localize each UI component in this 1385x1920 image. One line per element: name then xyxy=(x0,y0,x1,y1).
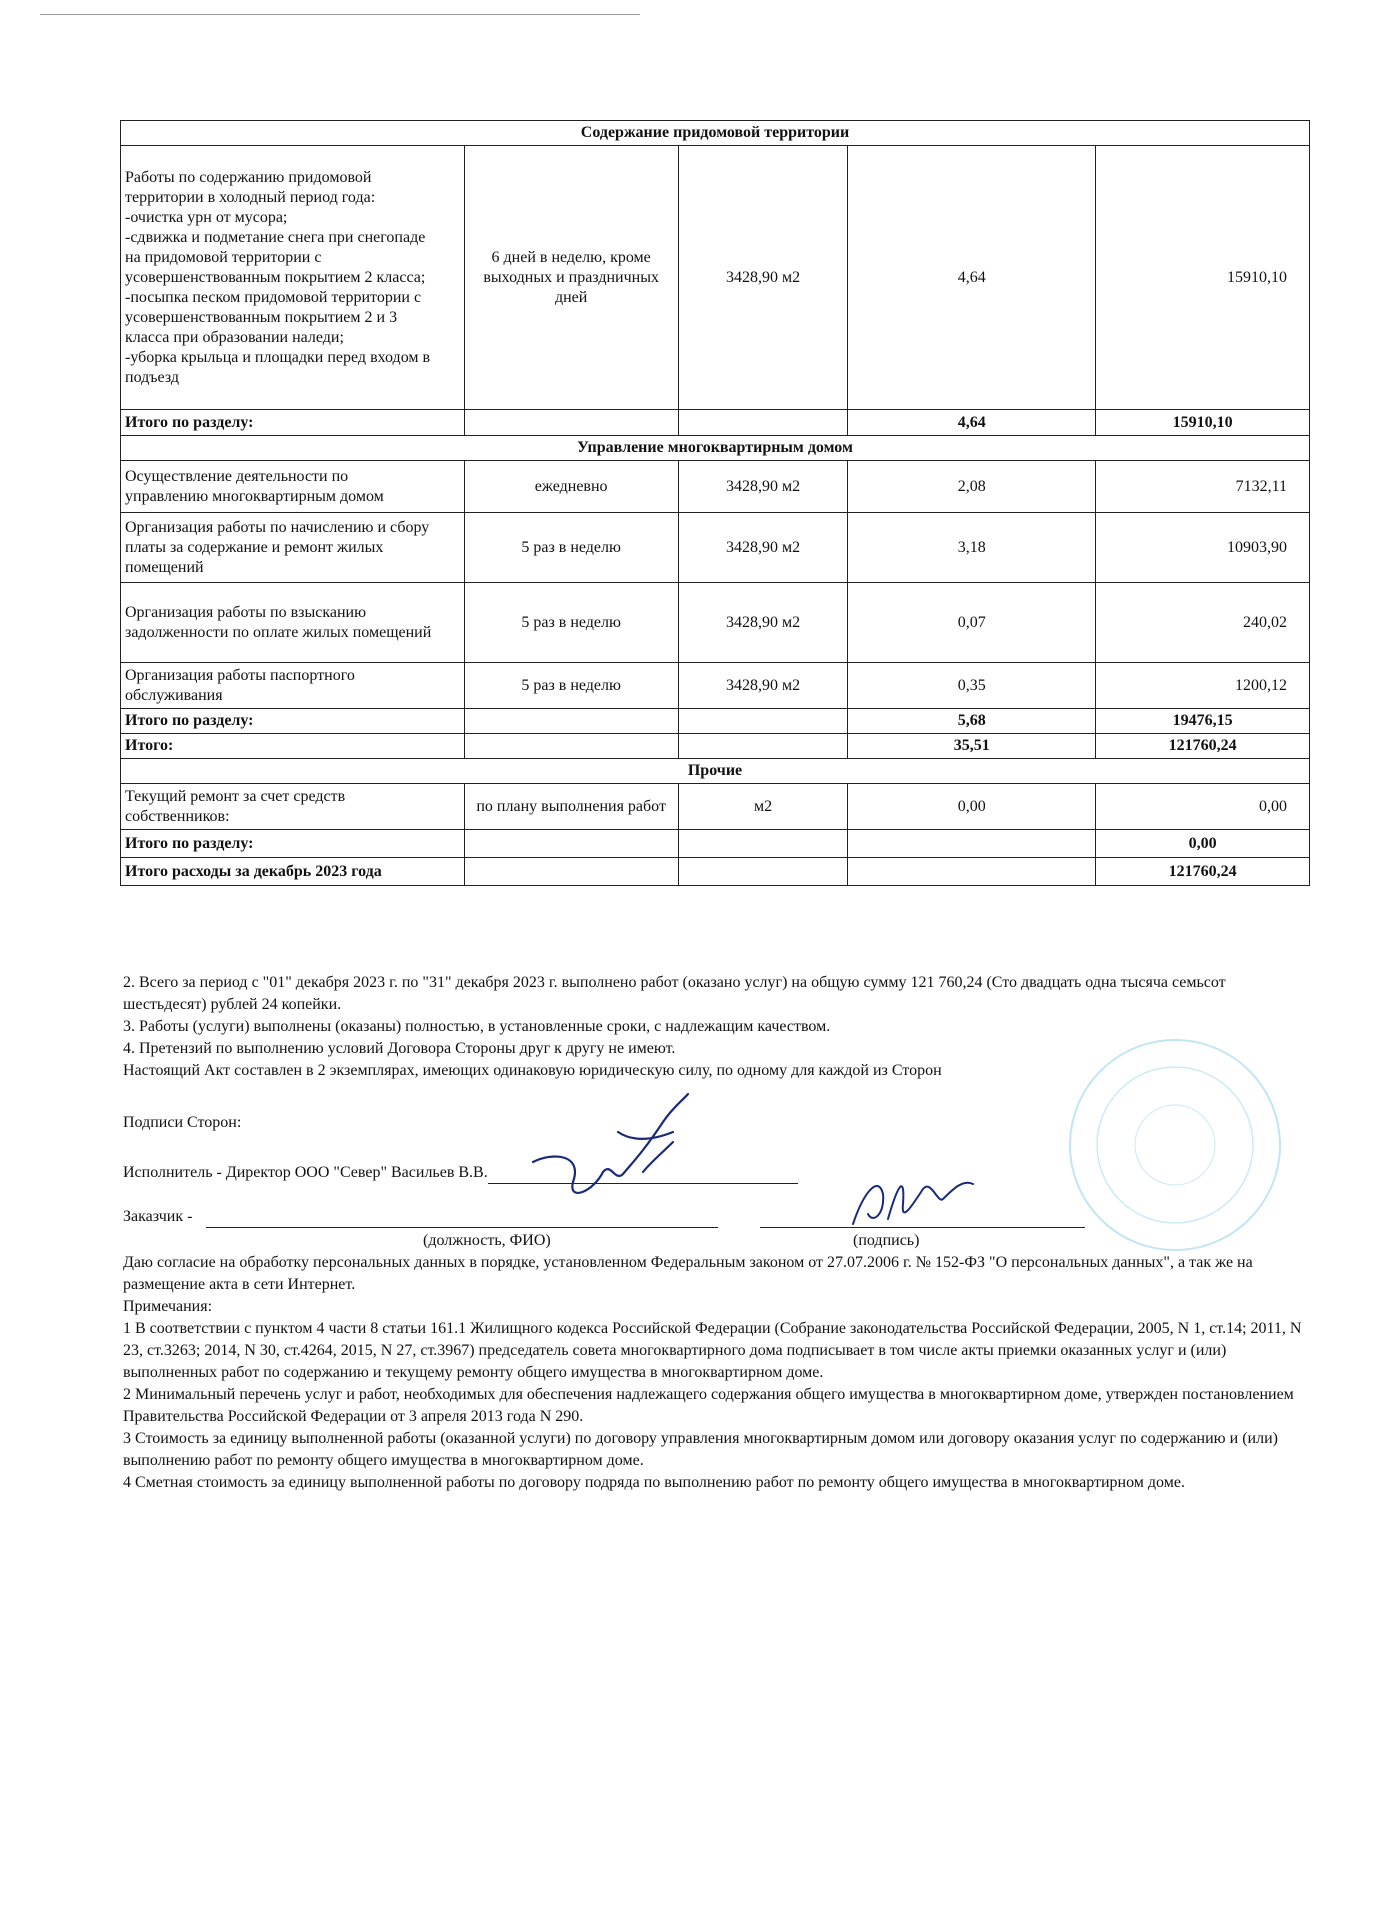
section-header-row xyxy=(121,759,1310,784)
empty-cell xyxy=(464,734,678,759)
paragraph-claims: 4. Претензий по выполнению условий Договора Стороны друг к другу не имеют. xyxy=(123,1040,676,1057)
consent-text: Даю согласие на обработку персональных данных в порядке, установленном Федеральным законом от 27.07.2006 г. № 152-ФЗ "О персональных данных", а так же на размещение акта в сети Интернет. xyxy=(123,1254,1253,1293)
total-sum: 19476,15 xyxy=(1096,709,1310,734)
caption-signature: (подпись) xyxy=(853,1232,920,1249)
section-header-row xyxy=(121,436,1310,461)
note-item: 1 В соответствии с пунктом 4 части 8 статьи 161.1 Жилищного кодекса Российской Федерации (Собрание законодательства Российской Федерации, 2005, N 1, ст.14; 2011, N 23, ст.3263; 2014, N 30, ст.4264, 2015, N 27, ст.3967) председатель совета многоквартирного дома подписывает в том числе акты приемки оказанных услуг и (или) выполненных работ по содержанию и текущему ремонту общего имущества в многоквартирном доме. xyxy=(123,1320,1302,1381)
section-header-row xyxy=(121,121,1310,146)
area: м2 xyxy=(678,784,848,830)
table-row xyxy=(121,513,1310,583)
customer-text: Заказчик - xyxy=(123,1208,193,1225)
work-description: Текущий ремонт за счет средств собственников: xyxy=(121,784,465,830)
note-item: 2 Минимальный перечень услуг и работ, необходимых для обеспечения надлежащего содержания общего имущества в многоквартирном доме, утвержден постановлением Правительства Российской Федерации от 3 апреля 2013 года N 290. xyxy=(123,1386,1294,1425)
paragraph-quality: 3. Работы (услуги) выполнены (оказаны) полностью, в установленные сроки, с надлежащим качеством. xyxy=(123,1018,831,1035)
sum: 240,02 xyxy=(1096,583,1310,663)
empty-cell xyxy=(678,830,848,858)
rate: 0,35 xyxy=(848,663,1096,709)
sum: 10903,90 xyxy=(1096,513,1310,583)
executor-handwritten-signature xyxy=(523,1092,703,1232)
area: 3428,90 м2 xyxy=(678,583,848,663)
month-total-label: Итого расходы за декабрь 2023 года xyxy=(121,858,465,886)
empty-cell xyxy=(678,709,848,734)
paragraph-total: 2. Всего за период с "01" декабря 2023 г. по "31" декабря 2023 г. выполнено работ (оказано услуг) на общую сумму 121 760,24 (Сто двадцать одна тысяча семьсот шестьдесят) рублей 24 копейки. xyxy=(123,974,1226,1013)
grand-total-rate: 35,51 xyxy=(848,734,1096,759)
work-description: Организация работы паспортного обслуживания xyxy=(121,663,465,709)
empty-cell xyxy=(464,410,678,436)
empty-cell xyxy=(848,830,1096,858)
periodicity: по плану выполнения работ xyxy=(464,784,678,830)
table-row xyxy=(121,461,1310,513)
rate: 3,18 xyxy=(848,513,1096,583)
scan-edge-line xyxy=(40,14,640,15)
periodicity: 5 раз в неделю xyxy=(464,663,678,709)
empty-cell xyxy=(464,858,678,886)
table-row xyxy=(121,663,1310,709)
sum: 0,00 xyxy=(1096,784,1310,830)
periodicity: 5 раз в неделю xyxy=(464,513,678,583)
signatures-label: Подписи Сторон: xyxy=(123,1114,242,1131)
month-total-row xyxy=(121,858,1310,886)
work-description: Организация работы по взысканию задолженности по оплате жилых помещений xyxy=(121,583,465,663)
area: 3428,90 м2 xyxy=(678,146,848,410)
total-label: Итого по разделу: xyxy=(121,830,465,858)
rate: 4,64 xyxy=(848,146,1096,410)
empty-cell xyxy=(678,410,848,436)
caption-position: (должность, ФИО) xyxy=(423,1232,551,1249)
area: 3428,90 м2 xyxy=(678,663,848,709)
signatures-block xyxy=(123,1102,1303,1252)
periodicity: ежедневно xyxy=(464,461,678,513)
rate: 0,07 xyxy=(848,583,1096,663)
periodicity: 5 раз в неделю xyxy=(464,583,678,663)
section-title: Управление многоквартирным домом xyxy=(121,436,1310,461)
total-rate: 4,64 xyxy=(848,410,1096,436)
empty-cell xyxy=(848,858,1096,886)
rate: 0,00 xyxy=(848,784,1096,830)
total-label: Итого по разделу: xyxy=(121,410,465,436)
act-footer xyxy=(123,972,1303,1494)
total-label: Итого по разделу: xyxy=(121,709,465,734)
sum: 1200,12 xyxy=(1096,663,1310,709)
grand-total-sum: 121760,24 xyxy=(1096,734,1310,759)
area: 3428,90 м2 xyxy=(678,461,848,513)
month-total-sum: 121760,24 xyxy=(1096,858,1310,886)
rate: 2,08 xyxy=(848,461,1096,513)
sum: 15910,10 xyxy=(1096,146,1310,410)
total-sum: 15910,10 xyxy=(1096,410,1310,436)
work-description: Осуществление деятельности по управлению многоквартирным домом xyxy=(121,461,465,513)
total-sum: 0,00 xyxy=(1096,830,1310,858)
section-title: Содержание придомовой территории xyxy=(121,121,1310,146)
notes-label: Примечания: xyxy=(123,1298,213,1315)
work-description: Организация работы по начислению и сбору платы за содержание и ремонт жилых помещений xyxy=(121,513,465,583)
sum: 7132,11 xyxy=(1096,461,1310,513)
section-total-row xyxy=(121,410,1310,436)
total-rate: 5,68 xyxy=(848,709,1096,734)
section-total-row xyxy=(121,830,1310,858)
table-row xyxy=(121,784,1310,830)
executor-text: Исполнитель - Директор ООО "Север" Васильев В.В. xyxy=(123,1164,488,1181)
grand-total-row xyxy=(121,734,1310,759)
section-title: Прочие xyxy=(121,759,1310,784)
empty-cell xyxy=(678,858,848,886)
table-row xyxy=(121,146,1310,410)
empty-cell xyxy=(464,709,678,734)
work-description: Работы по содержанию придомовой территории в холодный период года: -очистка урн от мусора; -сдвижка и подметание снега при снегопаде на придомовой территории с усовершенствованным покрытием 2 класса; -посыпка песком придомовой территории с усовершенствованным покрытием 2 и 3 класса при образовании наледи; -уборка крыльца и площадки перед входом в подъезд xyxy=(121,146,465,410)
empty-cell xyxy=(464,830,678,858)
area: 3428,90 м2 xyxy=(678,513,848,583)
works-table xyxy=(120,120,1310,886)
note-item: 4 Сметная стоимость за единицу выполненной работы по договору подряда по выполнению работ по ремонту общего имущества в многоквартирном доме. xyxy=(123,1474,1185,1491)
table-row xyxy=(121,583,1310,663)
empty-cell xyxy=(678,734,848,759)
paragraph-copies: Настоящий Акт составлен в 2 экземплярах, имеющих одинаковую юридическую силу, по одному для каждой из Сторон xyxy=(123,1062,942,1079)
note-item: 3 Стоимость за единицу выполненной работы (оказанной услуги) по договору управления многоквартирным домом или договору оказания услуг по содержанию и (или) выполнению работ по ремонту общего имущества в многоквартирном доме. xyxy=(123,1430,1278,1469)
grand-total-label: Итого: xyxy=(121,734,465,759)
section-total-row xyxy=(121,709,1310,734)
periodicity: 6 дней в неделю, кроме выходных и праздничных дней xyxy=(464,146,678,410)
customer-handwritten-signature xyxy=(843,1164,983,1244)
